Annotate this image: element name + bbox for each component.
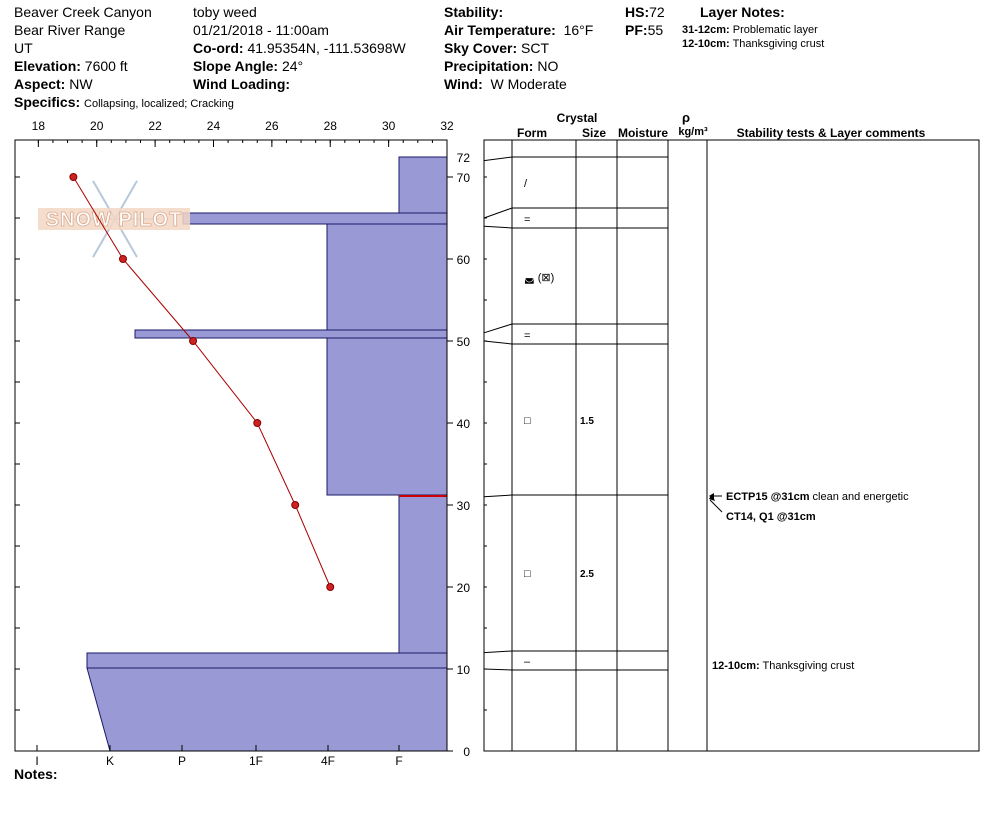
depth-top-label: 72 bbox=[456, 151, 470, 165]
stability-test-comment-text: clean and energetic bbox=[809, 491, 909, 503]
depth-tick-label: 70 bbox=[456, 171, 470, 185]
layer-comment-bold: 12-10cm: bbox=[712, 660, 760, 672]
layer-form: = bbox=[524, 214, 531, 226]
hs-label: HS: bbox=[625, 4, 650, 20]
wind-label: Wind: bbox=[444, 76, 483, 92]
logo-text: SNOW PILOT bbox=[45, 209, 183, 231]
depth-tick-label: 20 bbox=[456, 581, 470, 595]
hardness-bar bbox=[87, 653, 447, 668]
observation-datetime: 01/21/2018 - 11:00am bbox=[193, 22, 329, 38]
temperature-tick-label: 26 bbox=[265, 119, 279, 133]
hardness-tick-label: 4F bbox=[320, 754, 336, 768]
temperature-tick-label: 32 bbox=[440, 119, 454, 133]
layer-connector bbox=[484, 495, 512, 497]
stability-test-comment-bold: CT14, Q1 @31cm bbox=[726, 511, 816, 523]
hs-value: 72 bbox=[649, 4, 665, 20]
sky-cover-value: SCT bbox=[521, 40, 550, 56]
layer-connector bbox=[484, 226, 512, 228]
depth-tick-label: 0 bbox=[463, 745, 470, 759]
hardness-tick-label: F bbox=[395, 754, 403, 768]
hardness-bar bbox=[183, 213, 447, 224]
layer-connector bbox=[484, 157, 512, 161]
layer-size: 1.5 bbox=[580, 416, 594, 427]
layer-notes-label: Layer Notes: bbox=[700, 4, 785, 20]
specifics-label: Specifics: bbox=[14, 94, 81, 110]
temperature-tick-label: 30 bbox=[381, 119, 396, 133]
coord-label: Co-ord: bbox=[193, 40, 244, 56]
hardness-bar bbox=[327, 338, 447, 495]
depth-tick-label: 60 bbox=[456, 253, 470, 267]
state-name: UT bbox=[14, 40, 33, 56]
column-header-form: Form bbox=[517, 126, 547, 140]
temperature-tick-label: 22 bbox=[148, 119, 162, 133]
layer-note-range: 12-10cm: bbox=[682, 38, 730, 50]
temperature-point bbox=[70, 174, 77, 181]
layer-form: = bbox=[524, 330, 531, 342]
depth-tick-label: 50 bbox=[456, 335, 470, 349]
depth-tick-label: 10 bbox=[456, 663, 470, 677]
depth-tick-label: 40 bbox=[456, 417, 470, 431]
air-temp-label: Air Temperature: bbox=[444, 22, 556, 38]
elevation-value: 7600 ft bbox=[84, 58, 128, 74]
column-header-crystal: Crystal bbox=[556, 111, 598, 125]
layer-table bbox=[484, 110, 979, 751]
comment-arrowhead bbox=[709, 494, 715, 501]
pf-label: PF: bbox=[625, 22, 648, 38]
layer-form: □ bbox=[524, 568, 531, 580]
layer-comment bbox=[712, 660, 854, 672]
temperature-point bbox=[254, 420, 261, 427]
range-name: Bear River Range bbox=[14, 22, 126, 38]
hardness-tick-label: I bbox=[35, 754, 39, 768]
temperature-tick-label: 24 bbox=[206, 119, 221, 133]
hardness-tick-label: 1F bbox=[248, 754, 264, 768]
temperature-point bbox=[292, 502, 299, 509]
hardness-bar bbox=[399, 495, 447, 653]
aspect-label: Aspect: bbox=[14, 76, 66, 92]
hardness-temperature-plot bbox=[15, 119, 470, 768]
sky-cover-label: Sky Cover: bbox=[444, 40, 518, 56]
air-temp-value: 16°F bbox=[563, 22, 594, 38]
layer-note-range: 31-12cm: bbox=[682, 24, 730, 36]
depth-tick-label: 30 bbox=[456, 499, 470, 513]
slope-label: Slope Angle: bbox=[193, 58, 279, 74]
temperature-tick-label: 28 bbox=[323, 119, 337, 133]
notes-label: Notes: bbox=[14, 766, 58, 782]
layer-note-text: Thanksgiving crust bbox=[732, 38, 825, 50]
slope-value: 24° bbox=[281, 58, 304, 74]
stability-label: Stability: bbox=[444, 4, 504, 20]
layer-form: – bbox=[524, 656, 531, 668]
stability-test-comment bbox=[726, 511, 816, 523]
hardness-tick-label: K bbox=[105, 754, 115, 768]
temperature-tick-label: 20 bbox=[90, 119, 104, 133]
elevation-label: Elevation: bbox=[14, 58, 81, 74]
layer-form: / bbox=[524, 178, 528, 190]
aspect-value: NW bbox=[69, 76, 93, 92]
location-name: Beaver Creek Canyon bbox=[14, 4, 152, 20]
observer-name: toby weed bbox=[193, 4, 257, 20]
column-header-comments: Stability tests & Layer comments bbox=[736, 126, 926, 140]
hardness-bar bbox=[327, 224, 447, 330]
column-header-size: Size bbox=[581, 126, 607, 140]
stability-test-comment bbox=[726, 491, 909, 503]
coord-value: 41.95354N, -111.53698W bbox=[247, 40, 406, 56]
snowpilot-logo bbox=[38, 181, 190, 257]
temperature-point bbox=[190, 338, 197, 345]
hardness-bar bbox=[87, 668, 447, 751]
wind-loading-label: Wind Loading: bbox=[193, 76, 291, 92]
precip-label: Precipitation: bbox=[444, 58, 534, 74]
temperature-profile-line bbox=[73, 177, 330, 587]
column-header-density-unit: kg/m³ bbox=[678, 126, 708, 138]
layer-connector bbox=[484, 208, 512, 218]
layer-size: 2.5 bbox=[580, 569, 594, 580]
layer-connector bbox=[484, 651, 512, 653]
column-header-rho: ρ bbox=[681, 110, 691, 125]
layer-connector bbox=[484, 324, 512, 333]
precip-value: NO bbox=[537, 58, 559, 74]
layer-connector bbox=[484, 341, 512, 344]
layer-note-text: Problematic layer bbox=[732, 24, 818, 36]
wind-value: W Moderate bbox=[490, 76, 567, 92]
specifics-value: Collapsing, localized; Cracking bbox=[84, 98, 234, 110]
layer-form: ◛ (⊠) bbox=[524, 272, 555, 284]
temperature-point bbox=[327, 584, 334, 591]
stability-test-comment-bold: ECTP15 @31cm bbox=[726, 491, 810, 503]
layer-form: □ bbox=[524, 415, 531, 427]
layer-comment-text: Thanksgiving crust bbox=[759, 660, 855, 672]
column-header-moisture: Moisture bbox=[617, 126, 669, 140]
temperature-point bbox=[120, 256, 127, 263]
pf-value: 55 bbox=[647, 22, 664, 38]
layer-connector bbox=[484, 669, 512, 670]
hardness-tick-label: P bbox=[177, 754, 187, 768]
comment-arrow bbox=[710, 500, 722, 512]
hardness-bar bbox=[135, 330, 447, 338]
hardness-bar bbox=[399, 157, 447, 213]
temperature-tick-label: 18 bbox=[31, 119, 46, 133]
